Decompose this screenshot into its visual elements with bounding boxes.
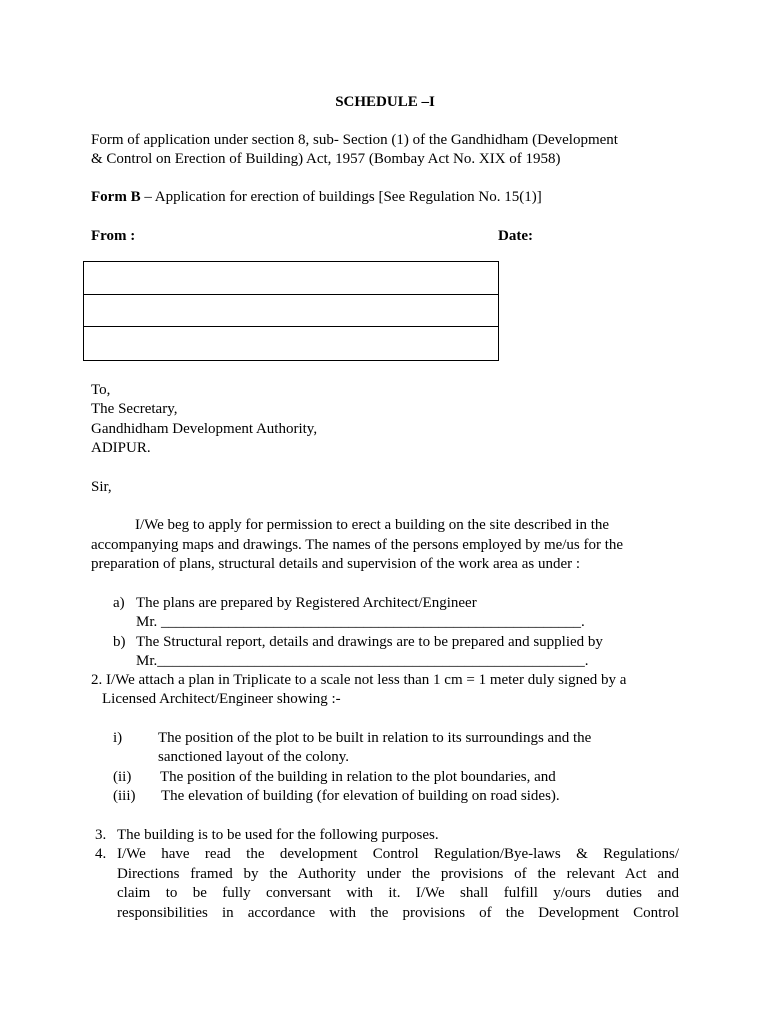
item-a-marker: a) [113,595,125,611]
from-label: From : [91,228,136,244]
item-a-line-1: The plans are prepared by Registered Architect/Engineer [136,595,477,611]
form-b-label: Form B [91,189,141,205]
from-address-box[interactable] [83,261,499,361]
from-address-row[interactable] [84,262,498,295]
item4-line-3: claim to be fully conversant with it. I/We shall fulfill y/ours duties and [117,885,679,901]
item4-text [117,845,679,923]
roman-i-line-1: The position of the plot to be built in relation to its surroundings and the [158,730,592,746]
roman-ii-marker: (ii) [113,769,132,785]
item4-line-1: I/We have read the development Control Regulation/Bye-laws & Regulations/ [117,846,679,862]
para1-line-1: I/We beg to apply for permission to erect a building on the site described in the [135,517,610,533]
schedule-title: SCHEDULE –I [335,94,435,110]
item3-marker: 3. [95,827,107,843]
roman-i-marker: i) [113,730,123,746]
item-a-line-2: Mr. ________________________________________________________. [136,614,585,630]
item2-line-2: Licensed Architect/Engineer showing :- [102,691,341,707]
roman-ii-text: The position of the building in relation to the plot boundaries, and [160,769,556,785]
roman-i-line-2: sanctioned layout of the colony. [158,749,350,765]
form-b-heading [91,188,542,208]
roman-iii-marker: (iii) [113,788,136,804]
item-b-line-1: The Structural report, details and drawings are to be prepared and supplied by [136,634,603,650]
roman-iii-text: The elevation of building (for elevation of building on road sides). [161,788,560,804]
address-authority: Gandhidham Development Authority, [91,421,318,437]
address-secretary: The Secretary, [91,401,178,417]
address-to: To, [91,382,111,398]
item-b-marker: b) [113,634,126,650]
para1-line-2: accompanying maps and drawings. The names of the persons employed by me/us for the [91,537,624,553]
intro-line-2: & Control on Erection of Building) Act, 1957 (Bombay Act No. XIX of 1958) [91,151,561,167]
from-address-row[interactable] [84,295,498,328]
item4-marker: 4. [95,846,107,862]
item3-text: The building is to be used for the following purposes. [117,827,439,843]
from-address-row[interactable] [84,327,498,360]
form-b-text: – Application for erection of buildings [See Regulation No. 15(1)] [140,189,542,205]
intro-line-1: Form of application under section 8, sub- Section (1) of the Gandhidham (Development [91,132,618,148]
item4-line-4: responsibilities in accordance with the provisions of the Development Control [117,904,679,921]
item4-line-2: Directions framed by the Authority under the provisions of the relevant Act and [117,865,679,882]
item-b-line-2: Mr._________________________________________________________. [136,653,589,669]
date-label: Date: [498,228,533,244]
address-city: ADIPUR. [91,440,151,456]
salutation: Sir, [91,479,112,495]
item2-line-1: 2. I/We attach a plan in Triplicate to a scale not less than 1 cm = 1 meter duly signed by a [91,672,627,688]
para1-line-3: preparation of plans, structural details and supervision of the work area as under : [91,556,581,572]
